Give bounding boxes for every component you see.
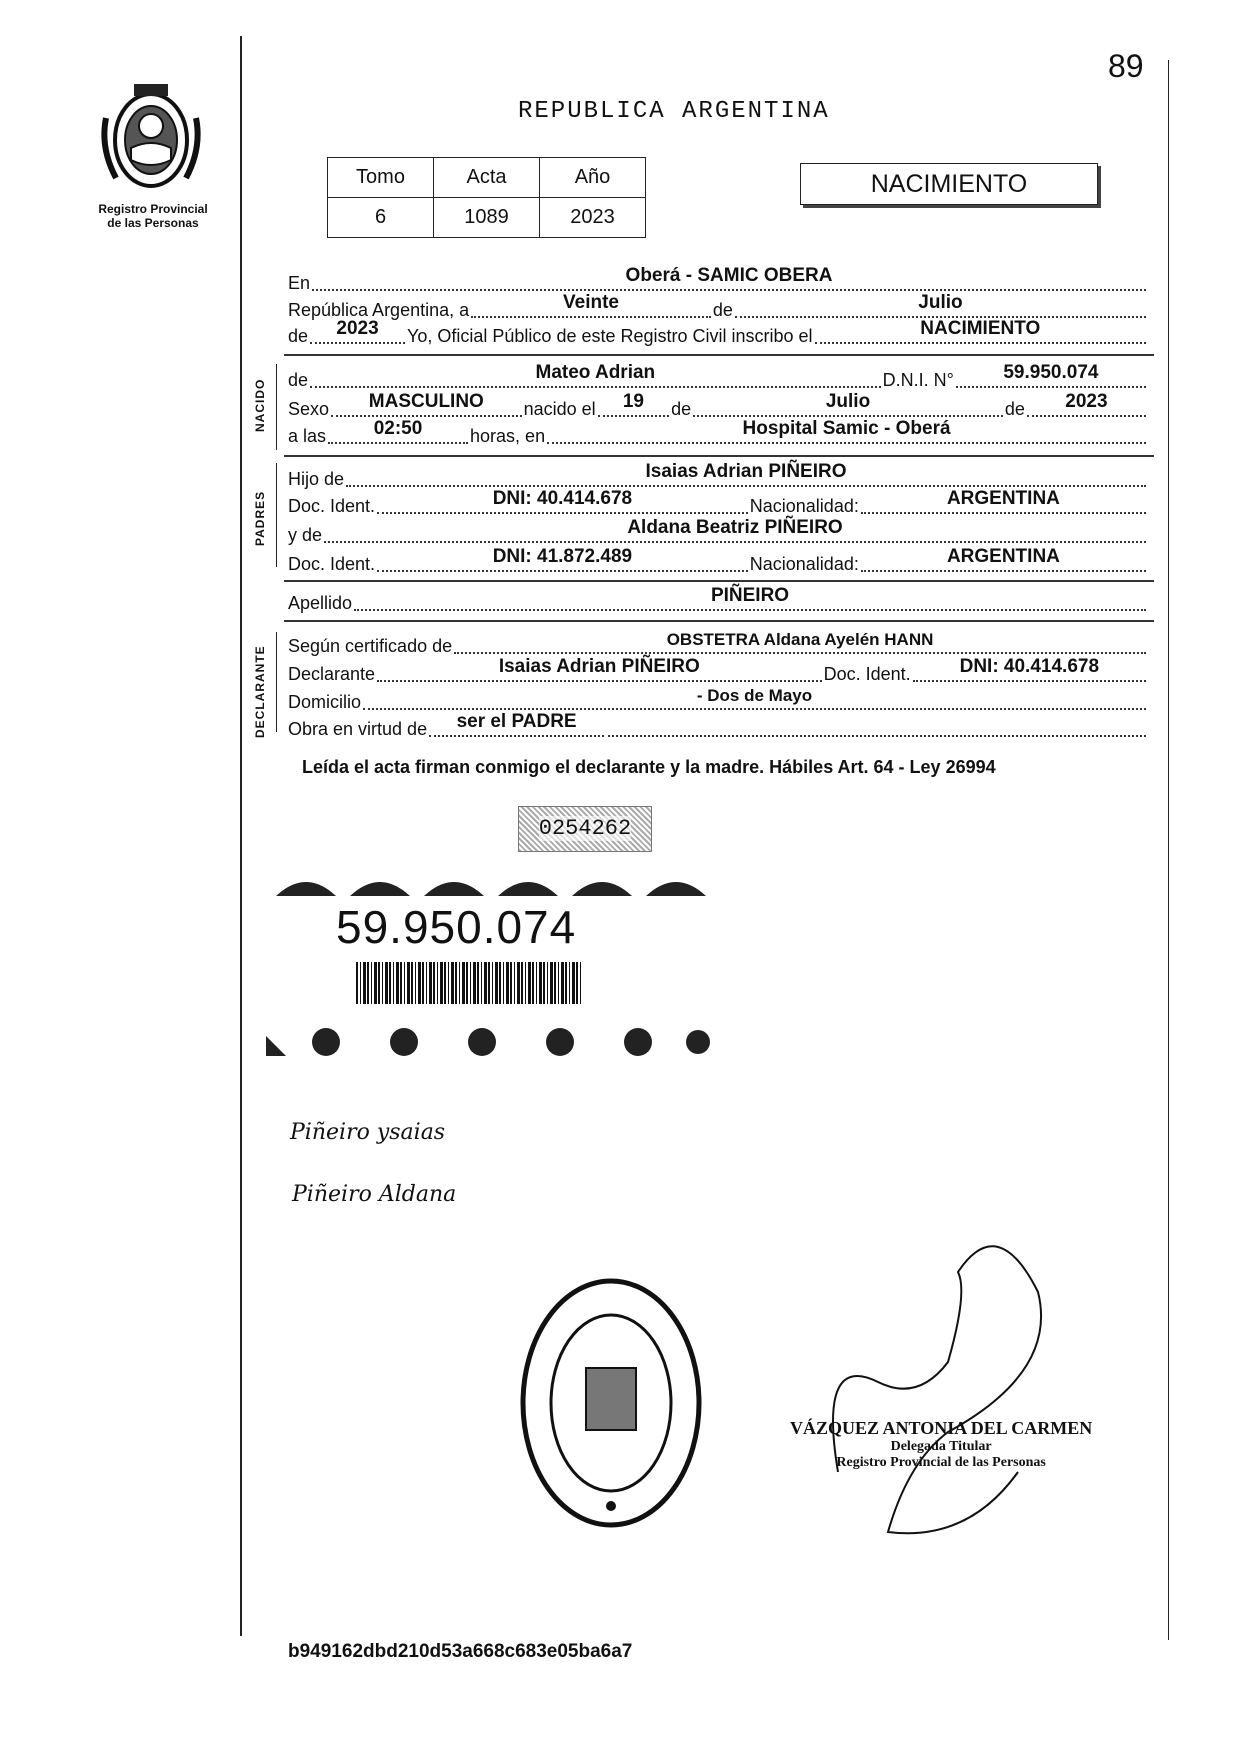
- delegate-name: VÁZQUEZ ANTONIA DEL CARMEN: [790, 1418, 1093, 1438]
- side-label-padres: PADRES: [253, 490, 267, 546]
- separator-3: [284, 580, 1154, 582]
- label-hijo-de: Hijo de: [288, 469, 345, 489]
- label-nacionalidad-padre: Nacionalidad:: [749, 496, 859, 516]
- label-segun: Según certificado de: [288, 636, 453, 656]
- label-de4: de: [1004, 399, 1025, 419]
- registry-table: [327, 157, 646, 238]
- signature-mother: Piñeiro Aldana: [292, 1182, 457, 1207]
- row-certificado: [288, 630, 1148, 657]
- label-de3: de: [671, 399, 692, 419]
- value-anio: 2023: [336, 318, 379, 339]
- row-lugar: [288, 265, 1148, 294]
- value-hora: 02:50: [373, 418, 423, 439]
- value-madre-doc: DNI: 41.872.489: [492, 546, 633, 567]
- value-anio-nac: 2023: [1065, 391, 1108, 412]
- header-acta: Acta: [434, 158, 540, 198]
- label-domicilio: Domicilio: [288, 692, 362, 712]
- value-nombre: Mateo Adrian: [535, 362, 656, 383]
- row-madre: [288, 517, 1148, 546]
- value-mes-texto: Julio: [918, 292, 963, 313]
- label-de2: de: [288, 326, 309, 346]
- label-de-nombre: de: [288, 370, 309, 390]
- row-nombre: [288, 362, 1148, 391]
- label-doc-ident-madre: Doc. Ident.: [288, 554, 376, 574]
- stamp-small-text: 0254262: [538, 816, 632, 841]
- document-hash: b949162dbd210d53a668c683e05ba6a7: [288, 1641, 633, 1662]
- label-apellido: Apellido: [288, 593, 353, 613]
- row-domicilio: [288, 686, 1148, 713]
- row-madre-doc: [288, 546, 1148, 575]
- signature-father: Piñeiro ysaias: [290, 1120, 446, 1145]
- label-yo: Yo, Oficial Público de este Registro Civil inscribo el: [407, 326, 813, 346]
- logo-caption-line1: Registro Provincial: [98, 202, 208, 216]
- row-hora: [288, 418, 1148, 447]
- row-virtud: [288, 711, 1148, 740]
- label-declarante: Declarante: [288, 664, 376, 684]
- label-nacionalidad-madre: Nacionalidad:: [749, 554, 859, 574]
- side-bracket-padres: [276, 463, 277, 567]
- side-bracket-nacido: [276, 364, 277, 450]
- label-sexo: Sexo: [288, 399, 330, 419]
- delegate-signature: [818, 1232, 1068, 1542]
- side-label-nacido: NACIDO: [253, 378, 267, 432]
- value-tomo: 6: [328, 198, 434, 238]
- value-madre: Aldana Beatriz PIÑEIRO: [627, 517, 843, 538]
- value-declarante: Isaias Adrian PIÑEIRO: [498, 656, 700, 677]
- separator-4: [284, 620, 1154, 622]
- registry-logo: [96, 78, 206, 196]
- separator-2: [284, 455, 1154, 457]
- separator-1: [284, 354, 1154, 356]
- value-declarante-doc: DNI: 40.414.678: [959, 656, 1100, 677]
- value-domicilio: - Dos de Mayo: [696, 686, 813, 705]
- logo-caption-line2: de las Personas: [107, 216, 199, 230]
- label-y-de: y de: [288, 525, 323, 545]
- barcode: [356, 962, 582, 1004]
- row-anio: [288, 318, 1148, 347]
- value-virtud: ser el PADRE: [456, 711, 577, 732]
- label-doc-ident-declarante: Doc. Ident.: [823, 664, 911, 684]
- label-a-las: a las: [288, 426, 327, 446]
- row-sexo: [288, 391, 1148, 420]
- official-seal: [518, 1276, 704, 1530]
- left-margin-line: [240, 36, 242, 1636]
- decorative-border-bottom: [266, 1016, 712, 1056]
- value-madre-nac: ARGENTINA: [946, 546, 1060, 567]
- right-margin-line: [1168, 60, 1169, 1640]
- value-dia-texto: Veinte: [563, 292, 619, 313]
- value-padre-doc: DNI: 40.414.678: [492, 488, 633, 509]
- value-acta: 1089: [434, 198, 540, 238]
- value-certificado: OBSTETRA Aldana Ayelén HANN: [666, 630, 934, 649]
- label-doc-ident-padre: Doc. Ident.: [288, 496, 376, 516]
- value-dia: 19: [622, 391, 644, 412]
- delegate-office: Registro Provincial de las Personas: [836, 1455, 1046, 1470]
- label-de: de: [712, 300, 733, 320]
- delegate-role: Delegada Titular: [890, 1439, 992, 1454]
- label-obra: Obra en virtud de: [288, 719, 428, 739]
- page-number: 89: [1108, 48, 1144, 84]
- value-mes: Julio: [825, 391, 871, 412]
- row-declarante: [288, 656, 1148, 685]
- document-title: REPUBLICA ARGENTINA: [518, 98, 830, 125]
- security-stamp-small: [518, 806, 652, 852]
- delegate-block: [790, 1418, 1092, 1471]
- label-republica: República Argentina, a: [288, 300, 470, 320]
- value-acto: NACIMIENTO: [920, 318, 1041, 339]
- row-padre-doc: [288, 488, 1148, 517]
- value-dni: 59.950.074: [1003, 362, 1099, 383]
- row-apellido: [288, 585, 1148, 614]
- value-apellido: PIÑEIRO: [710, 585, 790, 606]
- label-nacido-el: nacido el: [523, 399, 596, 419]
- legal-note: Leída el acta firman conmigo el declarante y la madre. Hábiles Art. 64 - Ley 26994: [302, 757, 996, 777]
- value-anio: 2023: [540, 198, 646, 238]
- value-padre-nac: ARGENTINA: [946, 488, 1060, 509]
- value-lugar-nac: Hospital Samic - Oberá: [742, 418, 951, 439]
- header-tomo: Tomo: [328, 158, 434, 198]
- header-anio: Año: [540, 158, 646, 198]
- decorative-border-top: [266, 868, 712, 898]
- record-type-box: NACIMIENTO: [800, 163, 1098, 205]
- label-en: En: [288, 273, 311, 293]
- logo-caption: [80, 202, 226, 230]
- label-dni: D.N.I. N°: [882, 370, 954, 390]
- value-sexo: MASCULINO: [368, 391, 484, 412]
- label-horas-en: horas, en: [470, 426, 546, 446]
- value-padre: Isaias Adrian PIÑEIRO: [645, 461, 847, 482]
- side-bracket-declarante: [276, 632, 277, 732]
- side-label-declarante: DECLARANTE: [253, 645, 267, 738]
- value-lugar: Oberá - SAMIC OBERA: [625, 265, 833, 286]
- dni-big-number: 59.950.074: [336, 901, 577, 953]
- row-padre: [288, 461, 1148, 490]
